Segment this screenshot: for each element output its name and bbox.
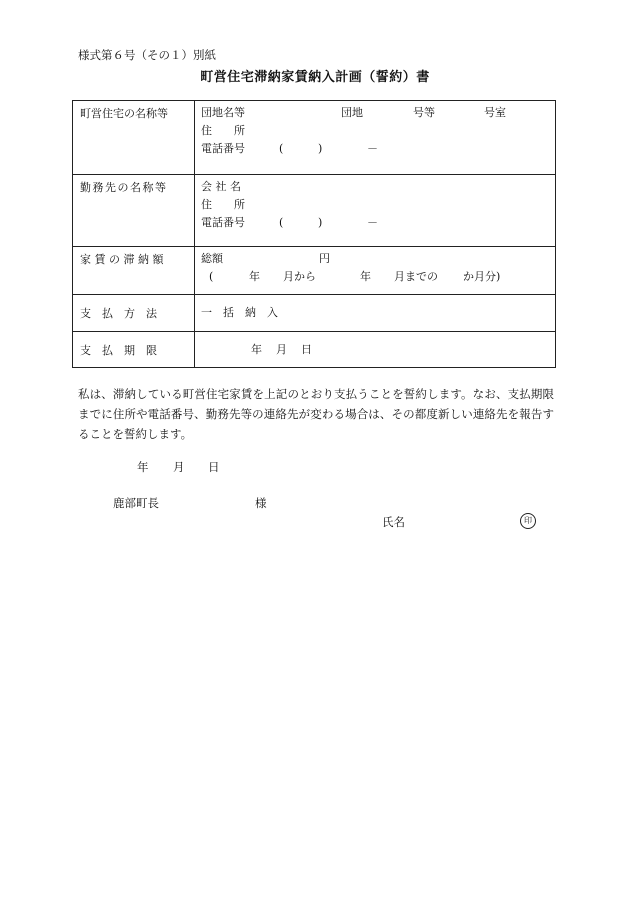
phone-open-paren: ( <box>279 142 284 155</box>
mayor-label: 鹿部町長 <box>113 496 159 510</box>
form-number: 様式第６号（その１）別紙 <box>78 48 216 62</box>
until-year-label: 年 <box>360 270 371 283</box>
company-name-label: 会 社 名 <box>201 180 241 193</box>
employer-phone-close-paren: ) <box>318 216 323 229</box>
table-row-arrears <box>73 247 556 295</box>
yen-label: 円 <box>319 252 330 265</box>
danchi-name-label: 団地名等 <box>201 106 245 119</box>
method-value: 一 括 納 入 <box>201 306 278 319</box>
danchi-label: 団地 <box>341 106 363 119</box>
seal-icon: 印 <box>520 513 536 529</box>
date-year-label: 年 <box>137 460 149 474</box>
until-month-label: 月までの <box>394 270 438 283</box>
arrears-open-paren: ( <box>209 270 214 283</box>
pledge-statement: 私は、滞納している町営住宅家賃を上記のとおり支払うことを誓約します。なお、支払期限までに住所や電話番号、勤務先等の連絡先が変わる場合は、その都度新しい連絡先を報告することを誓約します。 <box>78 387 554 441</box>
table-row-deadline <box>73 332 556 368</box>
housing-cell <box>195 101 556 175</box>
signature-name-label: 氏名 <box>382 515 405 529</box>
employer-label: 勤務先の名称等 <box>73 175 195 247</box>
phone-close-paren: ) <box>318 142 323 155</box>
method-label: 支 払 方 法 <box>73 295 195 332</box>
housing-address-label: 住 所 <box>201 124 245 137</box>
employer-phone-open-paren: ( <box>279 216 284 229</box>
phone-dash: － <box>367 142 378 155</box>
deadline-year-label: 年 <box>251 343 262 356</box>
housing-label: 町営住宅の名称等 <box>73 101 195 175</box>
from-year-label: 年 <box>249 270 260 283</box>
table-row-housing <box>73 101 556 175</box>
sama-label: 様 <box>255 496 267 510</box>
method-cell <box>195 295 556 332</box>
date-day-label: 日 <box>208 460 220 474</box>
table-row-method <box>73 295 556 332</box>
employer-phone-dash: － <box>367 216 378 229</box>
document-title: 町営住宅滞納家賃納入計画（誓約）書 <box>200 70 430 85</box>
table-row-employer <box>73 175 556 247</box>
deadline-month-label: 月 <box>276 343 287 356</box>
go-to-label: 号等 <box>413 106 435 119</box>
deadline-label: 支 払 期 限 <box>73 332 195 368</box>
room-number-label: 号室 <box>484 106 506 119</box>
deadline-day-label: 日 <box>301 343 312 356</box>
arrears-label: 家 賃 の 滞 納 額 <box>73 247 195 295</box>
housing-phone-label: 電話番号 <box>201 142 245 155</box>
date-month-label: 月 <box>173 460 185 474</box>
employer-phone-label: 電話番号 <box>201 216 245 229</box>
employer-cell <box>195 175 556 247</box>
arrears-cell <box>195 247 556 295</box>
arrears-total-label: 総額 <box>201 252 223 265</box>
months-count-label: か月分) <box>463 270 501 283</box>
plan-table <box>72 100 556 368</box>
deadline-cell <box>195 332 556 368</box>
employer-address-label: 住 所 <box>201 198 245 211</box>
from-month-label: 月から <box>283 270 316 283</box>
